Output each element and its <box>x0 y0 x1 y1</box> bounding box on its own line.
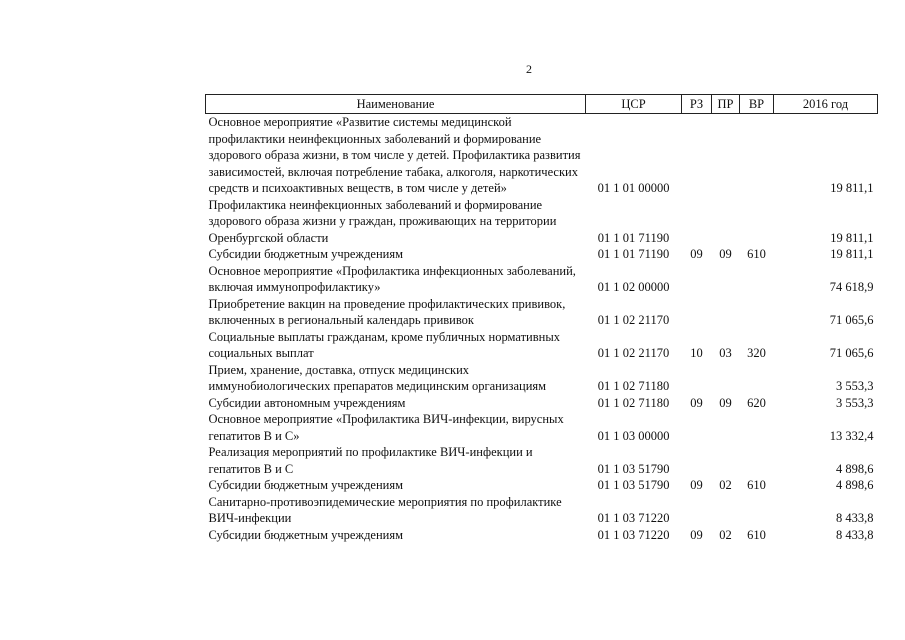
row-rz: 09 <box>690 247 703 261</box>
row-sum: 71 065,6 <box>829 313 874 327</box>
row-sum: 4 898,6 <box>836 461 874 476</box>
row-csr: 01 1 02 21170 <box>597 313 670 327</box>
row-vr: 610 <box>747 478 766 492</box>
table-row <box>206 246 878 263</box>
row-pr: 02 <box>719 527 732 542</box>
row-sum: 71 065,6 <box>829 346 874 360</box>
row-name: Субсидии бюджетным учреждениям <box>208 478 404 492</box>
table-row <box>206 494 878 527</box>
page-number: 2 <box>526 62 532 76</box>
row-pr <box>712 197 740 247</box>
row-rz: 09 <box>690 527 703 542</box>
row-pr: 09 <box>719 395 732 410</box>
row-vr <box>740 263 774 296</box>
row-csr: 01 1 01 71190 <box>597 247 670 261</box>
table-row <box>206 444 878 477</box>
row-csr: 01 1 03 71220 <box>597 527 670 542</box>
row-vr <box>740 197 774 247</box>
row-name: Субсидии бюджетным учреждениям <box>208 527 404 542</box>
row-pr <box>712 444 740 477</box>
table-body <box>206 114 878 544</box>
row-vr <box>740 362 774 395</box>
header-pr: ПР <box>712 95 740 114</box>
row-rz <box>682 197 712 247</box>
row-csr: 01 1 03 00000 <box>597 428 670 443</box>
table-row <box>206 411 878 444</box>
row-pr <box>712 296 740 329</box>
row-csr: 01 1 01 71190 <box>597 230 670 245</box>
row-name: Социальные выплаты гражданам, кроме публичных нормативных социальных выплат <box>208 329 560 360</box>
table-row <box>206 296 878 329</box>
row-pr: 02 <box>719 478 732 492</box>
row-rz: 09 <box>690 478 703 492</box>
row-name: Профилактика неинфекционных заболеваний и формирование здорового образа жизни у граждан, проживающих на территории Оренбургской области <box>208 197 557 245</box>
row-rz <box>682 263 712 296</box>
table-row <box>206 477 878 494</box>
header-rz: РЗ <box>682 95 712 114</box>
row-rz <box>682 494 712 527</box>
row-rz <box>682 296 712 329</box>
row-csr: 01 1 02 21170 <box>597 346 670 360</box>
row-sum: 19 811,1 <box>830 181 874 195</box>
row-vr <box>740 494 774 527</box>
header-name: Наименование <box>206 95 586 114</box>
row-pr <box>712 494 740 527</box>
row-sum: 8 433,8 <box>836 511 874 525</box>
row-vr: 610 <box>747 527 766 542</box>
row-csr: 01 1 02 71180 <box>597 395 670 410</box>
row-vr: 320 <box>747 346 766 360</box>
header-vr: ВР <box>740 95 774 114</box>
row-vr <box>740 114 774 197</box>
table-row <box>206 197 878 247</box>
row-name: Реализация мероприятий по профилактике ВИЧ-инфекции и гепатитов В и С <box>208 445 533 476</box>
row-vr: 610 <box>747 247 766 261</box>
row-csr: 01 1 02 71180 <box>597 379 670 393</box>
row-sum: 74 618,9 <box>829 280 874 294</box>
row-name: Основное мероприятие «Развитие системы медицинской профилактики неинфекционных заболеваний и формирование здорового образа жизни, в том числе у детей. Профилактика развития зависимостей, включая потребление табака, алкоголя, наркотических средств и психоактивных веществ, в том числе у детей» <box>208 115 581 195</box>
header-row <box>206 95 878 114</box>
row-name: Прием, хранение, доставка, отпуск медицинских иммунобиологических препаратов медицинским организациям <box>208 362 547 393</box>
row-name: Основное мероприятие «Профилактика ВИЧ-инфекции, вирусных гепатитов В и С» <box>208 412 564 443</box>
table-row <box>206 362 878 395</box>
row-rz <box>682 114 712 197</box>
row-csr: 01 1 03 51790 <box>597 478 670 492</box>
row-vr <box>740 444 774 477</box>
row-sum: 19 811,1 <box>830 247 874 261</box>
row-rz <box>682 411 712 444</box>
row-csr: 01 1 02 00000 <box>597 280 670 294</box>
row-csr: 01 1 03 71220 <box>597 511 670 525</box>
row-name: Субсидии автономным учреждениям <box>208 395 406 410</box>
row-pr <box>712 411 740 444</box>
row-vr <box>740 296 774 329</box>
row-csr: 01 1 01 00000 <box>597 181 670 195</box>
row-name: Субсидии бюджетным учреждениям <box>208 247 404 261</box>
header-csr: ЦСР <box>586 95 682 114</box>
row-pr <box>712 362 740 395</box>
table-header <box>206 95 878 114</box>
row-pr: 09 <box>719 247 732 261</box>
row-sum: 3 553,3 <box>836 379 874 393</box>
row-name: Санитарно-противоэпидемические мероприятия по профилактике ВИЧ-инфекции <box>208 494 562 525</box>
row-pr: 03 <box>719 346 732 360</box>
table-row <box>206 263 878 296</box>
row-rz: 09 <box>690 395 703 410</box>
row-sum: 3 553,3 <box>836 395 874 410</box>
table-row <box>206 329 878 362</box>
row-sum: 8 433,8 <box>836 527 874 542</box>
table-row <box>206 395 878 412</box>
row-pr <box>712 263 740 296</box>
table-row <box>206 114 878 197</box>
row-sum: 13 332,4 <box>829 428 874 443</box>
row-rz: 10 <box>690 346 703 360</box>
row-rz <box>682 362 712 395</box>
budget-table <box>205 94 878 543</box>
row-pr <box>712 114 740 197</box>
row-csr: 01 1 03 51790 <box>597 461 670 476</box>
row-name: Основное мероприятие «Профилактика инфекционных заболеваний, включая иммунопрофилактику» <box>208 263 576 294</box>
row-sum: 19 811,1 <box>830 230 874 245</box>
row-vr: 620 <box>747 395 766 410</box>
row-vr <box>740 411 774 444</box>
header-sum: 2016 год <box>774 95 878 114</box>
row-name: Приобретение вакцин на проведение профилактических прививок, включенных в региональный календарь прививок <box>208 296 566 327</box>
row-rz <box>682 444 712 477</box>
table-row <box>206 527 878 544</box>
row-sum: 4 898,6 <box>836 478 874 492</box>
